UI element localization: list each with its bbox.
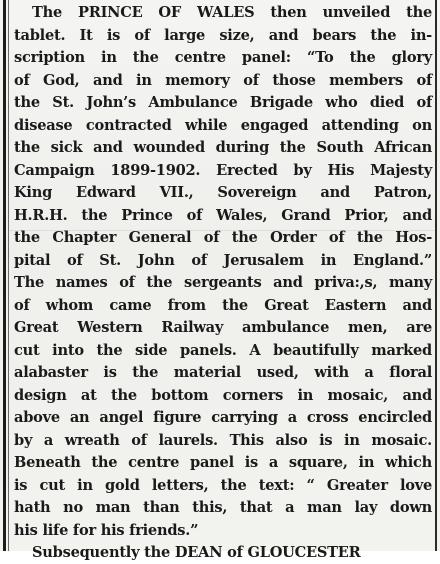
article-line: King Edward VII., Sovereign and Patron, <box>14 184 432 201</box>
right-column-rule <box>435 0 437 551</box>
article-line: The names of the sergeants and priva:,s, many <box>14 274 432 291</box>
article-line: Beneath the centre panel is a square, in which <box>14 454 432 471</box>
article-line: scription in the centre panel: “To the glory <box>14 49 432 66</box>
left-column-hairline <box>8 0 9 551</box>
article-line: pital of St. John of Jerusalem in England.” <box>14 251 432 269</box>
article-line: cut into the side panels. A beautifully marked <box>14 341 432 359</box>
article-line: tablet. It is of large size, and bears the in- <box>14 26 432 44</box>
article-line: of whom came from the Great Eastern and <box>14 296 432 314</box>
article-line: by a wreath of laurels. This also is in mosaic. <box>14 431 432 449</box>
article-line: the St. John’s Ambulance Brigade who died of <box>14 94 432 111</box>
article-line: of God, and in memory of those members of <box>14 71 432 89</box>
article-line: design at the bottom corners in mosaic, and <box>14 386 432 404</box>
article-line: hath no man than this, that a man lay down <box>14 499 432 516</box>
left-column-rule <box>3 0 6 551</box>
article-text <box>14 2 432 561</box>
article-line: H.R.H. the Prince of Wales, Grand Prior, and <box>14 206 432 224</box>
article-line: alabaster is the material used, with a floral <box>14 364 432 381</box>
article-line: The PRINCE OF WALES then unveiled the <box>32 4 432 21</box>
article-line: is cut in gold letters, the text: “ Greater love <box>14 476 432 494</box>
article-line: the sick and wounded during the South African <box>14 139 432 156</box>
article-line: the Chapter General of the Order of the Hos- <box>14 229 432 246</box>
article-line: above an angel figure carrying a cross encircled <box>14 409 432 426</box>
article-line: Great Western Railway ambulance men, are <box>14 319 432 336</box>
article-line: Campaign 1899-1902. Erected by His Majesty <box>14 161 432 179</box>
article-line-partial: Subsequently the DEAN of GLOUCESTER <box>32 544 361 561</box>
article-line: disease contracted while engaged attending on <box>14 116 432 134</box>
article-line: his life for his friends.” <box>14 521 199 539</box>
